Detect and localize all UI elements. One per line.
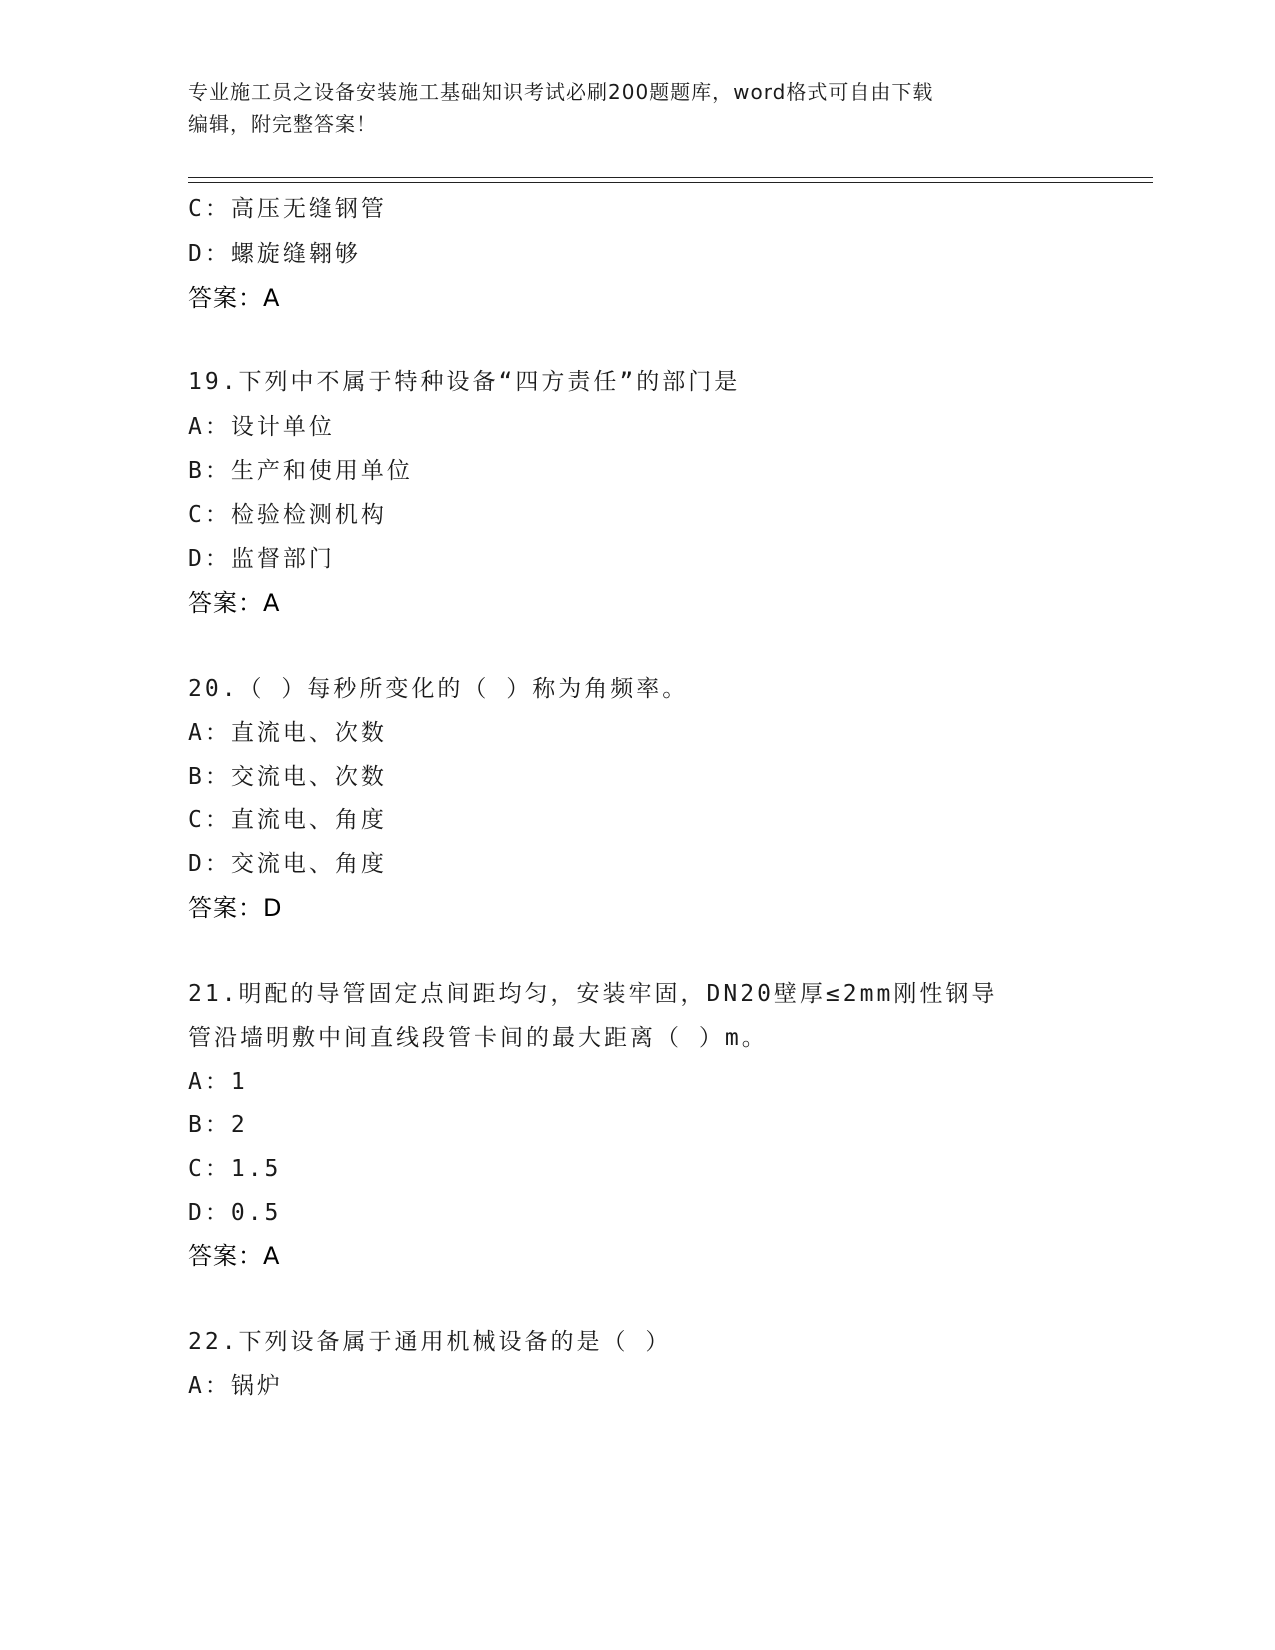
- option-line: B：生产和使用单位: [188, 458, 413, 484]
- option-line: A：直流电、次数: [188, 720, 387, 746]
- answer-line: 答案：D: [188, 894, 283, 922]
- option-line: C：1.5: [188, 1156, 282, 1182]
- option-line: B：交流电、次数: [188, 764, 387, 790]
- option-line: C：检验检测机构: [188, 502, 387, 528]
- question-text: 21.明配的导管固定点间距均匀，安装牢固，DN20壁厚≤2mm刚性钢导: [188, 981, 998, 1007]
- answer-line: 答案：A: [188, 284, 281, 312]
- header-divider-top: [188, 177, 1153, 178]
- option-line: D：0.5: [188, 1200, 282, 1226]
- question-text: 19.下列中不属于特种设备“四方责任”的部门是: [188, 369, 741, 395]
- option-line: A：设计单位: [188, 414, 335, 440]
- header-line-1: 专业施工员之设备安装施工基础知识考试必刷200题题库，word格式可自由下载: [188, 80, 934, 104]
- header-line-2: 编辑，附完整答案！: [188, 112, 377, 136]
- answer-line: 答案：A: [188, 1242, 281, 1270]
- option-line: D：螺旋缝翱够: [188, 241, 361, 267]
- option-line: A：锅炉: [188, 1373, 283, 1399]
- option-line: B：2: [188, 1112, 248, 1138]
- option-line: D：监督部门: [188, 546, 335, 572]
- answer-line: 答案：A: [188, 589, 281, 617]
- question-text: 20.（ ）每秒所变化的（ ）称为角频率。: [188, 676, 689, 702]
- option-line: C：直流电、角度: [188, 807, 387, 833]
- option-line: A：1: [188, 1069, 248, 1095]
- question-text: 22.下列设备属于通用机械设备的是（ ）: [188, 1329, 672, 1355]
- option-line: D：交流电、角度: [188, 851, 387, 877]
- option-line: C：高压无缝钢管: [188, 196, 387, 222]
- header-divider-bottom: [188, 182, 1153, 183]
- document-header: [188, 76, 1088, 140]
- question-text: 管沿墙明敷中间直线段管卡间的最大距离（ ）m。: [188, 1025, 768, 1051]
